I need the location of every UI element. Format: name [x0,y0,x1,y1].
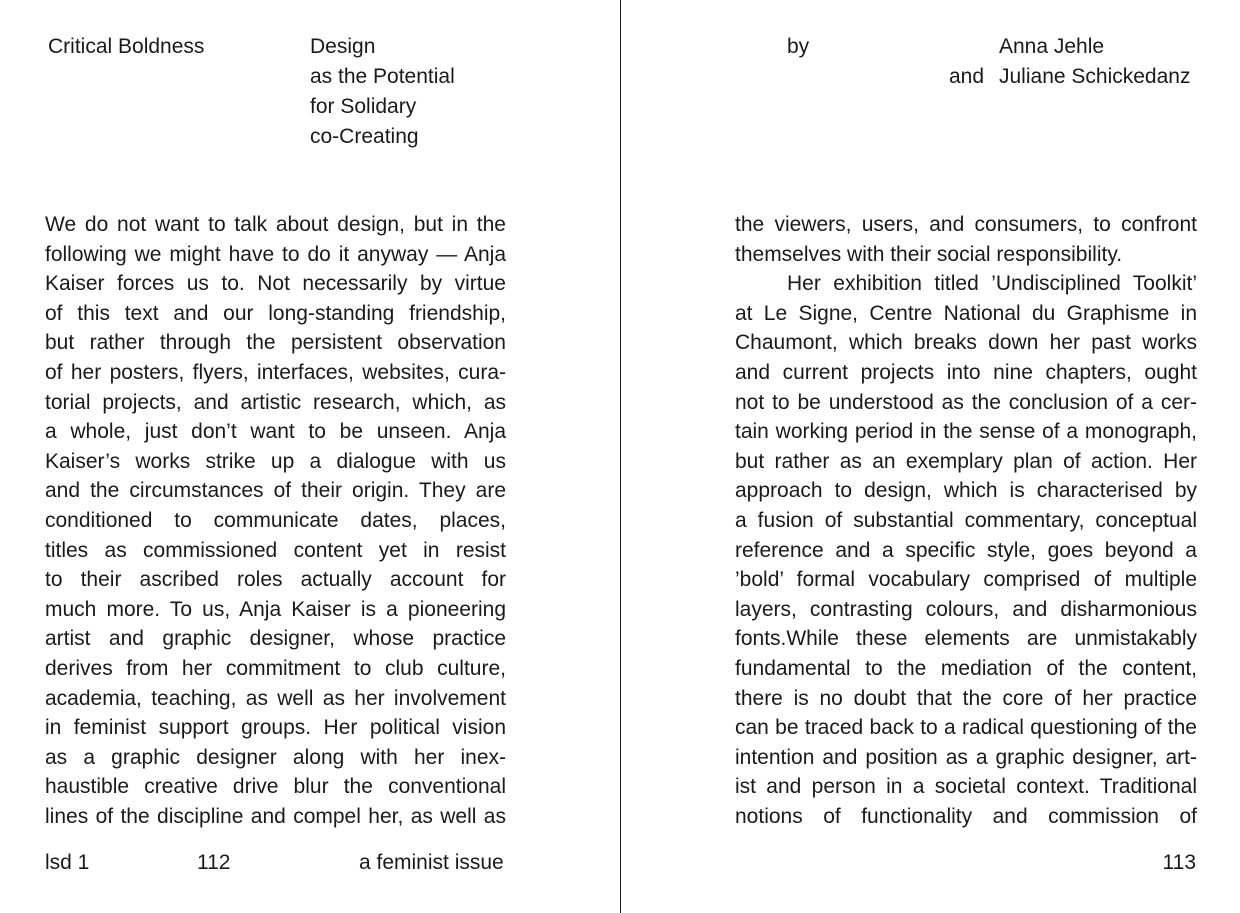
text-line: themselves with their social responsibility. [735,242,1123,266]
text-line: and the circumstances of their origin. They are [45,479,506,503]
subtitle-line: co-Creating [310,125,419,148]
text-line: We do not want to talk about design, but in the [45,213,506,236]
text-line: there is no doubt that the core of her practice [735,686,1197,710]
text-line: a whole, just don’t want to be unseen. Anja [45,420,506,444]
text-line: layers, contrasting colours, and disharmonious [735,597,1197,621]
article-title: Critical Boldness [48,35,205,58]
text-line: to their ascribed roles actually account for [45,568,506,592]
text-line: haustible creative drive blur the conventional [45,775,506,799]
text-line: not to be understood as the conclusion of a cer- [735,390,1197,414]
text-line: artist and graphic designer, whose practice [45,627,506,651]
text-line: Kaiser forces us to. Not necessarily by virtue [45,272,506,296]
text-line: intention and position as a graphic designer, art- [735,745,1197,769]
text-line: as a graphic designer along with her inex- [45,745,506,769]
text-line: ist and person in a societal context. Traditional [735,775,1197,799]
text-line: academia, teaching, as well as her involvement [45,686,506,710]
text-line: can be traced back to a radical questioning of the [735,716,1197,740]
text-line: following we might have to do it anyway — Anja [45,242,506,266]
left-body-text [45,210,506,831]
subtitle-line: as the Potential [310,65,455,88]
subtitle-line: Design [310,35,376,58]
article-subtitle [310,32,455,152]
text-line: at Le Signe, Centre National du Graphisme in [735,301,1197,325]
author-2: Juliane Schickedanz [999,65,1191,88]
by-label: by [787,35,810,58]
text-line: lines of the discipline and compel her, as well as [45,804,506,828]
text-line: much more. To us, Anja Kaiser is a pioneering [45,597,506,621]
page-number-left: 112 [197,851,231,874]
text-line: conditioned to communicate dates, places, [45,508,506,532]
text-line: the viewers, users, and consumers, to confront [735,213,1197,236]
and-label: and [949,65,985,88]
right-body-text [735,210,1197,831]
text-line: fundamental to the mediation of the content, [735,656,1197,680]
text-line: tain working period in the sense of a monograph, [735,420,1197,444]
text-line: Chaumont, which breaks down her past works [735,331,1197,355]
page-number-right: 113 [1162,851,1196,874]
author-1: Anna Jehle [999,35,1105,58]
text-line: reference and a specific style, goes beyond a [735,538,1197,562]
text-line: Kaiser’s works strike up a dialogue with us [45,449,506,473]
text-line: of this text and our long-standing friendship, [45,301,506,325]
text-line: but rather through the persistent observation [45,331,506,355]
text-line: fonts.While these elements are unmistakably [735,627,1197,651]
text-line: but rather as an exemplary plan of action. Her [735,449,1197,473]
page-gutter-divider [620,0,621,913]
text-line: and current projects into nine chapters, ought [735,360,1197,384]
text-line: titles as commissioned content yet in resist [45,538,506,562]
text-line: ’bold’ formal vocabulary comprised of multiple [735,568,1197,592]
text-line: derives from her commitment to club culture, [45,656,506,680]
journal-name: lsd 1 [45,851,90,874]
text-line: a fusion of substantial commentary, conceptual [735,508,1197,532]
subtitle-line: for Solidary [310,95,417,118]
text-line: Her exhibition titled ’Undisciplined Toolkit’ [787,272,1197,296]
text-line: in feminist support groups. Her political vision [45,716,506,740]
issue-name: a feminist issue [359,851,504,874]
text-line: of her posters, flyers, interfaces, websites, cura- [45,360,506,384]
text-line: torial projects, and artistic research, which, as [45,390,506,414]
text-line: approach to design, which is characterised by [735,479,1197,503]
text-line: notions of functionality and commission of [735,804,1197,828]
